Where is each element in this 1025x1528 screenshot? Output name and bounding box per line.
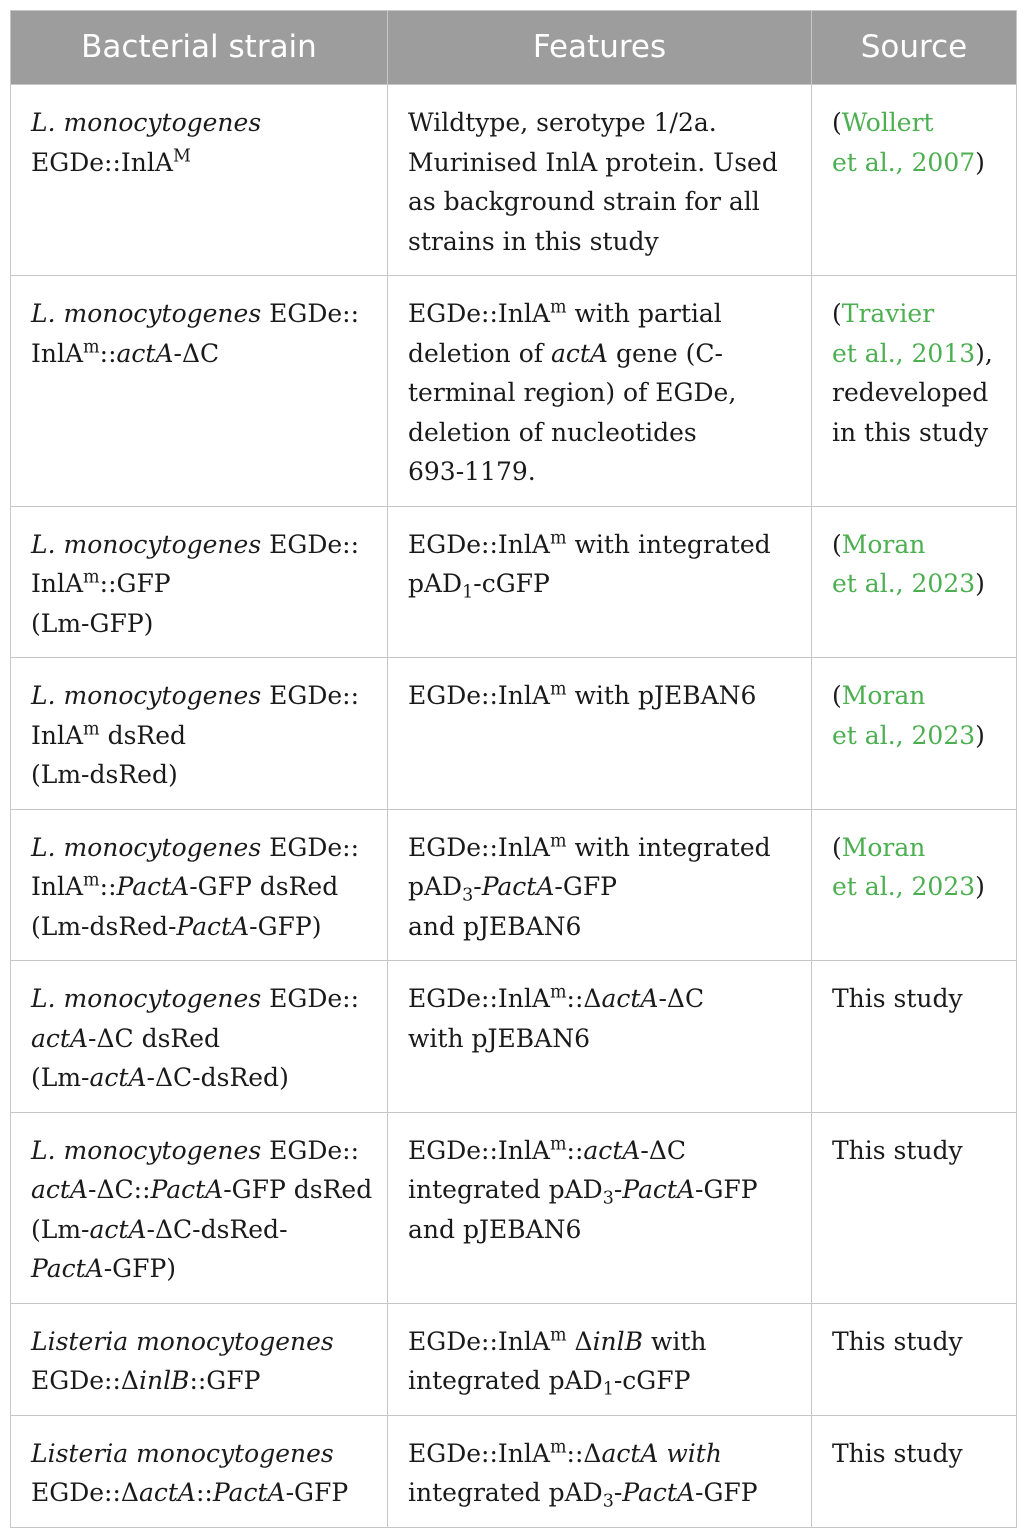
features-cell: EGDe::InlA$^m$::actA-ΔC integrated pAD$_3$-PactA-GFP and pJEBAN6: [388, 1112, 812, 1303]
bacterial-strains-table: [10, 10, 1017, 1528]
source-cell: This study: [812, 1303, 1017, 1415]
strain-cell: L. monocytogenes EGDe:: actA-ΔC::PactA-GFP dsRed (Lm-actA-ΔC-dsRed- PactA-GFP): [11, 1112, 388, 1303]
features-cell: EGDe::InlA$^m$ with integrated pAD$_3$-PactA-GFP and pJEBAN6: [388, 809, 812, 961]
strain-cell: L. monocytogenes EGDe:: InlA$^m$::actA-ΔC: [11, 276, 388, 507]
strain-cell: Listeria monocytogenes EGDe::ΔactA::PactA-GFP: [11, 1415, 388, 1527]
features-cell: EGDe::InlA$^m$::ΔactA-ΔC with pJEBAN6: [388, 961, 812, 1113]
features-cell: EGDe::InlA$^m$ with integrated pAD$_1$-cGFP: [388, 506, 812, 658]
table-row: [11, 1415, 1017, 1527]
strain-cell: L. monocytogenes EGDe:: InlA$^m$ dsRed (Lm-dsRed): [11, 658, 388, 810]
strain-cell: L. monocytogenes EGDe::InlA$^M$: [11, 85, 388, 276]
features-cell: EGDe::InlA$^m$::ΔactA with integrated pAD$_3$-PactA-GFP: [388, 1415, 812, 1527]
strain-cell: L. monocytogenes EGDe:: InlA$^m$::PactA-GFP dsRed (Lm-dsRed-PactA-GFP): [11, 809, 388, 961]
source-cell: (Moran et al., 2023): [812, 658, 1017, 810]
source-cell: This study: [812, 1415, 1017, 1527]
features-cell: Wildtype, serotype 1/2a. Murinised InlA protein. Used as background strain for all strains in this study: [388, 85, 812, 276]
column-header-source: Source: [812, 11, 1017, 85]
column-header-features: Features: [388, 11, 812, 85]
source-cell: This study: [812, 961, 1017, 1113]
column-header-strain: Bacterial strain: [11, 11, 388, 85]
table-row: [11, 658, 1017, 810]
features-cell: EGDe::InlA$^m$ with partial deletion of actA gene (C- terminal region) of EGDe, deletion of nucleotides 693-1179.: [388, 276, 812, 507]
strain-cell: L. monocytogenes EGDe:: actA-ΔC dsRed (Lm-actA-ΔC-dsRed): [11, 961, 388, 1113]
features-cell: EGDe::InlA$^m$ with pJEBAN6: [388, 658, 812, 810]
source-cell: This study: [812, 1112, 1017, 1303]
table-row: [11, 85, 1017, 276]
table-row: [11, 1112, 1017, 1303]
table-row: [11, 276, 1017, 507]
table-row: [11, 961, 1017, 1113]
table-row: [11, 506, 1017, 658]
features-cell: EGDe::InlA$^m$ ΔinlB with integrated pAD$_1$-cGFP: [388, 1303, 812, 1415]
strain-cell: L. monocytogenes EGDe:: InlA$^m$::GFP (Lm-GFP): [11, 506, 388, 658]
source-cell: (Wollert et al., 2007): [812, 85, 1017, 276]
strain-cell: Listeria monocytogenes EGDe::ΔinlB::GFP: [11, 1303, 388, 1415]
source-cell: (Moran et al., 2023): [812, 809, 1017, 961]
table-header-row: [11, 11, 1017, 85]
table-row: [11, 809, 1017, 961]
table-row: [11, 1303, 1017, 1415]
source-cell: (Moran et al., 2023): [812, 506, 1017, 658]
source-cell: (Travier et al., 2013), redeveloped in this study: [812, 276, 1017, 507]
